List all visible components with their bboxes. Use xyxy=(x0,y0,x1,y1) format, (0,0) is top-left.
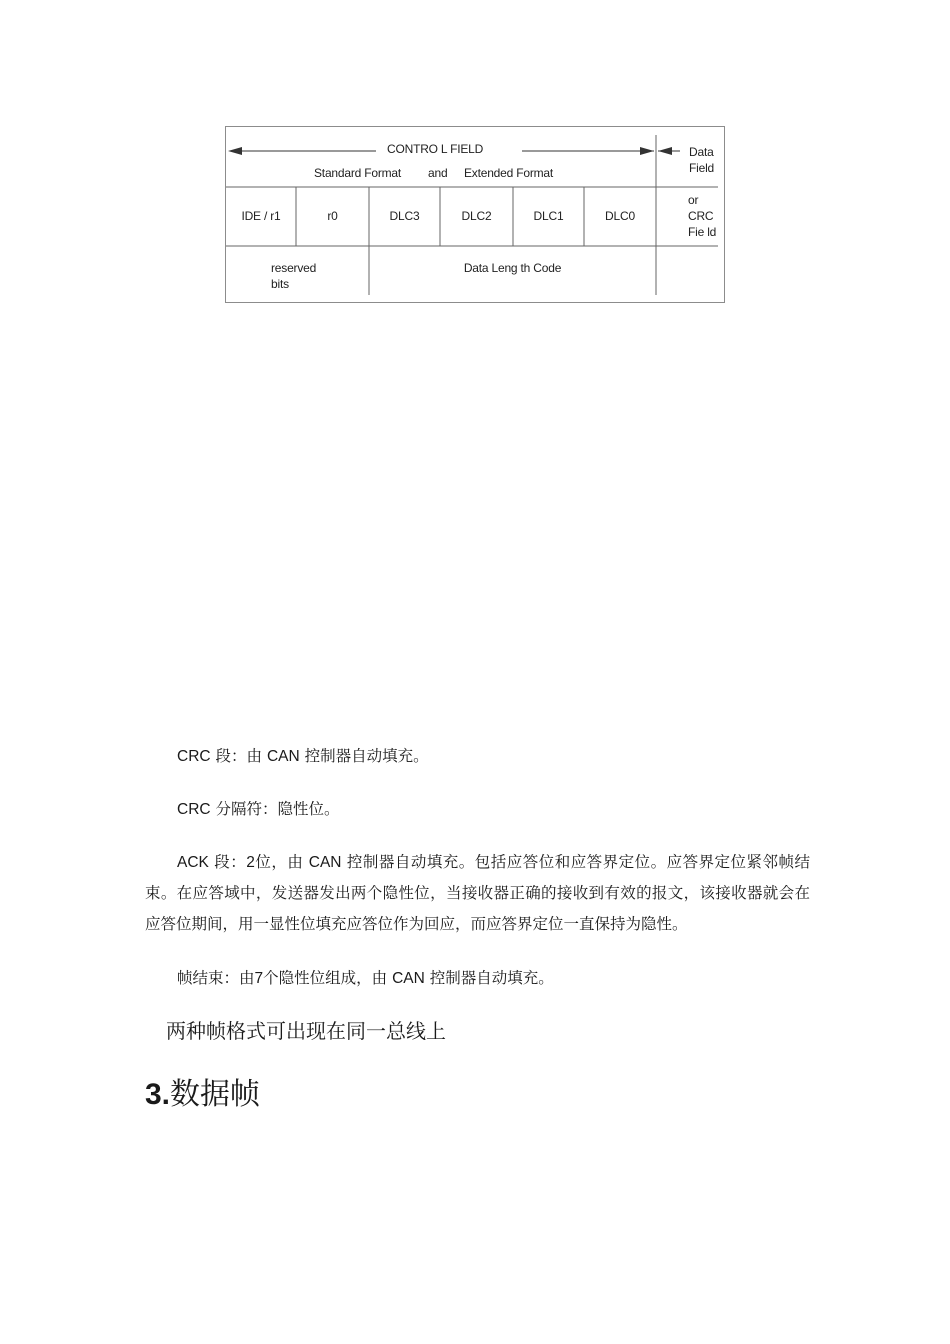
arrow-right-head xyxy=(640,147,654,155)
cell-r0: r0 xyxy=(327,209,338,223)
section-heading: 3.数据帧 xyxy=(145,1077,261,1112)
cell-dlc3: DLC3 xyxy=(389,209,420,223)
arrow-data-head xyxy=(658,147,672,155)
frame-format-summary: 两种帧格式可出现在同一总线上 xyxy=(166,1019,446,1043)
data-length-code-label: Data Leng th Code xyxy=(463,261,562,275)
cell-ide-r1: IDE / r1 xyxy=(241,209,281,223)
bits-label: bits xyxy=(271,277,289,291)
data-field-label-1: Data xyxy=(689,145,714,159)
or-label: or xyxy=(688,193,699,207)
control-field-label: CONTRO L FIELD xyxy=(387,142,484,156)
and-label: and xyxy=(428,166,448,180)
field-label: Fie ld xyxy=(688,225,717,239)
reserved-label: reserved xyxy=(271,261,317,275)
ack-paragraph: ACK 段：2位，由 CAN 控制器自动填充。包括应答位和应答界定位。应答界定位紧邻帧结束。在应答域中，发送器发出两个隐性位，当接收器正确的接收到有效的报文，该接收器就会在应答位期间，用一显性位填充应答位作为回应，而应答界定位一直保持为隐性。 xyxy=(145,853,810,933)
extended-format-label: Extended Format xyxy=(464,166,554,180)
end-of-frame-paragraph: 帧结束：由7个隐性位组成，由 CAN 控制器自动填充。 xyxy=(177,969,554,987)
crc-label: CRC xyxy=(688,209,714,223)
standard-format-label: Standard Format xyxy=(314,166,402,180)
cell-dlc1: DLC1 xyxy=(533,209,564,223)
crc-delimiter-paragraph: CRC 分隔符：隐性位。 xyxy=(177,800,340,818)
cell-dlc2: DLC2 xyxy=(461,209,492,223)
control-field-diagram xyxy=(225,126,725,303)
data-field-label-2: Field xyxy=(689,161,715,175)
cell-dlc0: DLC0 xyxy=(605,209,635,223)
crc-segment-paragraph: CRC 段：由 CAN 控制器自动填充。 xyxy=(177,747,429,765)
arrow-left-head xyxy=(228,147,242,155)
